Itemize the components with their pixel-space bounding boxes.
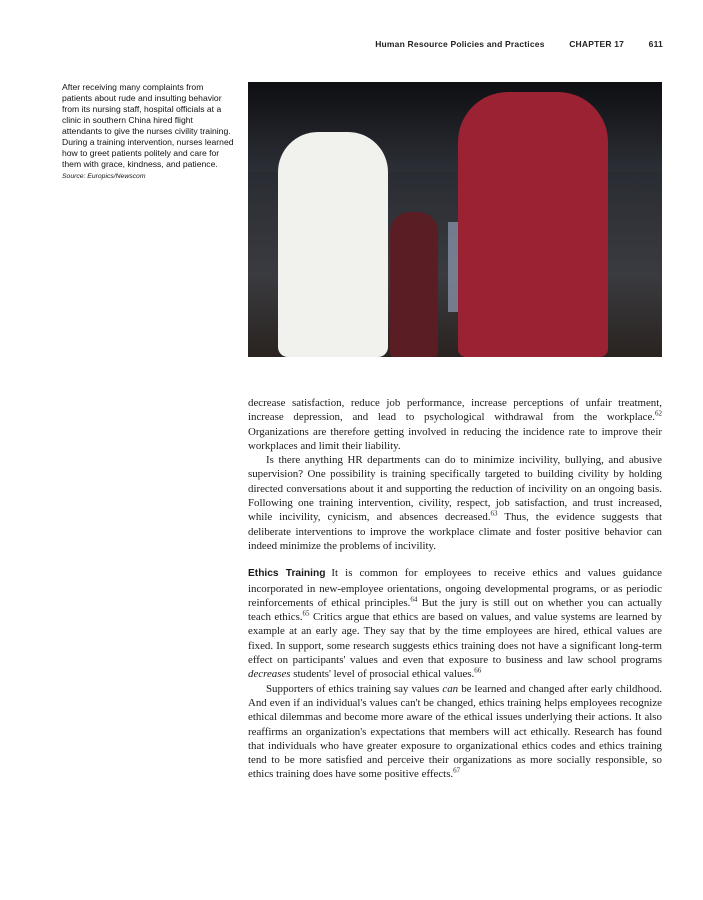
caption-source: Source: Europics/Newscom bbox=[62, 173, 146, 180]
section-heading: Ethics Training bbox=[248, 568, 326, 580]
paragraph-ethics-training: Ethics Training It is common for employees to receive ethics and values guidance incorporated in new-employee orientations, ongoing developmental programs, or as periodic reinforcements of ethical principles.$^{64}$ But the jury is still out on whether you can actually teach ethics.$^{65}$ Critics argue that ethics are based on values, and value systems are learned by example at an early age. They say that by the time employees are hired, ethical values are fixed. In support, some research suggests ethics training does not have a significant long-term effect on participants' values and even that exposure to business and law school programs decreases students' level of prosocial ethical values.$^{66}$ bbox=[248, 567, 663, 681]
figure-caption bbox=[62, 82, 234, 182]
footnote-ref[interactable]: 65 bbox=[302, 609, 310, 618]
photo-figure-nurse bbox=[278, 132, 388, 357]
photo-figure-flight-attendant bbox=[458, 92, 608, 357]
footnote-ref[interactable]: 67 bbox=[453, 766, 461, 775]
footnote-ref[interactable]: 62 bbox=[655, 409, 662, 418]
chapter-label: CHAPTER 17 bbox=[569, 39, 625, 49]
page-number: 611 bbox=[648, 39, 663, 49]
running-title: Human Resource Policies and Practices bbox=[375, 39, 545, 49]
photo-figure-background-attendant bbox=[390, 212, 438, 357]
footnote-ref[interactable]: 64 bbox=[410, 595, 418, 604]
running-header bbox=[375, 39, 663, 49]
paragraph: Is there anything HR departments can do to minimize incivility, bullying, and abusive supervision? One possibility is training specifically targeted to building civility by holding directed conversations about it and supporting the reduction of incivility on an ongoing basis. Following one training intervention, civility, respect, job satisfaction, and trust increased, while incivility, cynicism, and absences decreased.$^{63}$ Thus, the evidence suggests that deliberate interventions to improve the workplace climate and foster positive behavior can indeed minimize the problems of incivility. bbox=[248, 454, 662, 552]
paragraph: Supporters of ethics training say values can be learned and changed after early childhood. And even if an individual's values can't be changed, ethics training helps employees recognize ethical dilemmas and become more aware of the ethical issues underlying their actions. It also reaffirms an organization's expectations that members will act ethically. Research has found that individuals who have greater exposure to organizational ethics codes and ethics training tend to be more satisfied and perceive their organizations as more socially responsible, so ethics training does have some positive effects.$^{67}$ bbox=[248, 682, 662, 781]
footnote-ref[interactable]: 66 bbox=[474, 666, 482, 675]
body-text bbox=[248, 396, 662, 782]
photo bbox=[248, 82, 662, 357]
paragraph: decrease satisfaction, reduce job performance, increase perceptions of unfair treatment, increase depression, and lead to psychological withdrawal from the workplace.$^{62}$ Organizations are therefore getting involved in reducing the incidence rate to improve their workplaces and limit their liability. bbox=[248, 397, 662, 452]
caption-text: After receiving many complaints from patients about rude and insulting behavior from its nursing staff, hospital officials at a clinic in southern China hired flight attendants to give the nurses civility training. During a training intervention, nurses learned how to greet patients politely and care for them with grace, kindness, and patience. bbox=[62, 82, 234, 169]
footnote-ref[interactable]: 63 bbox=[490, 509, 498, 518]
